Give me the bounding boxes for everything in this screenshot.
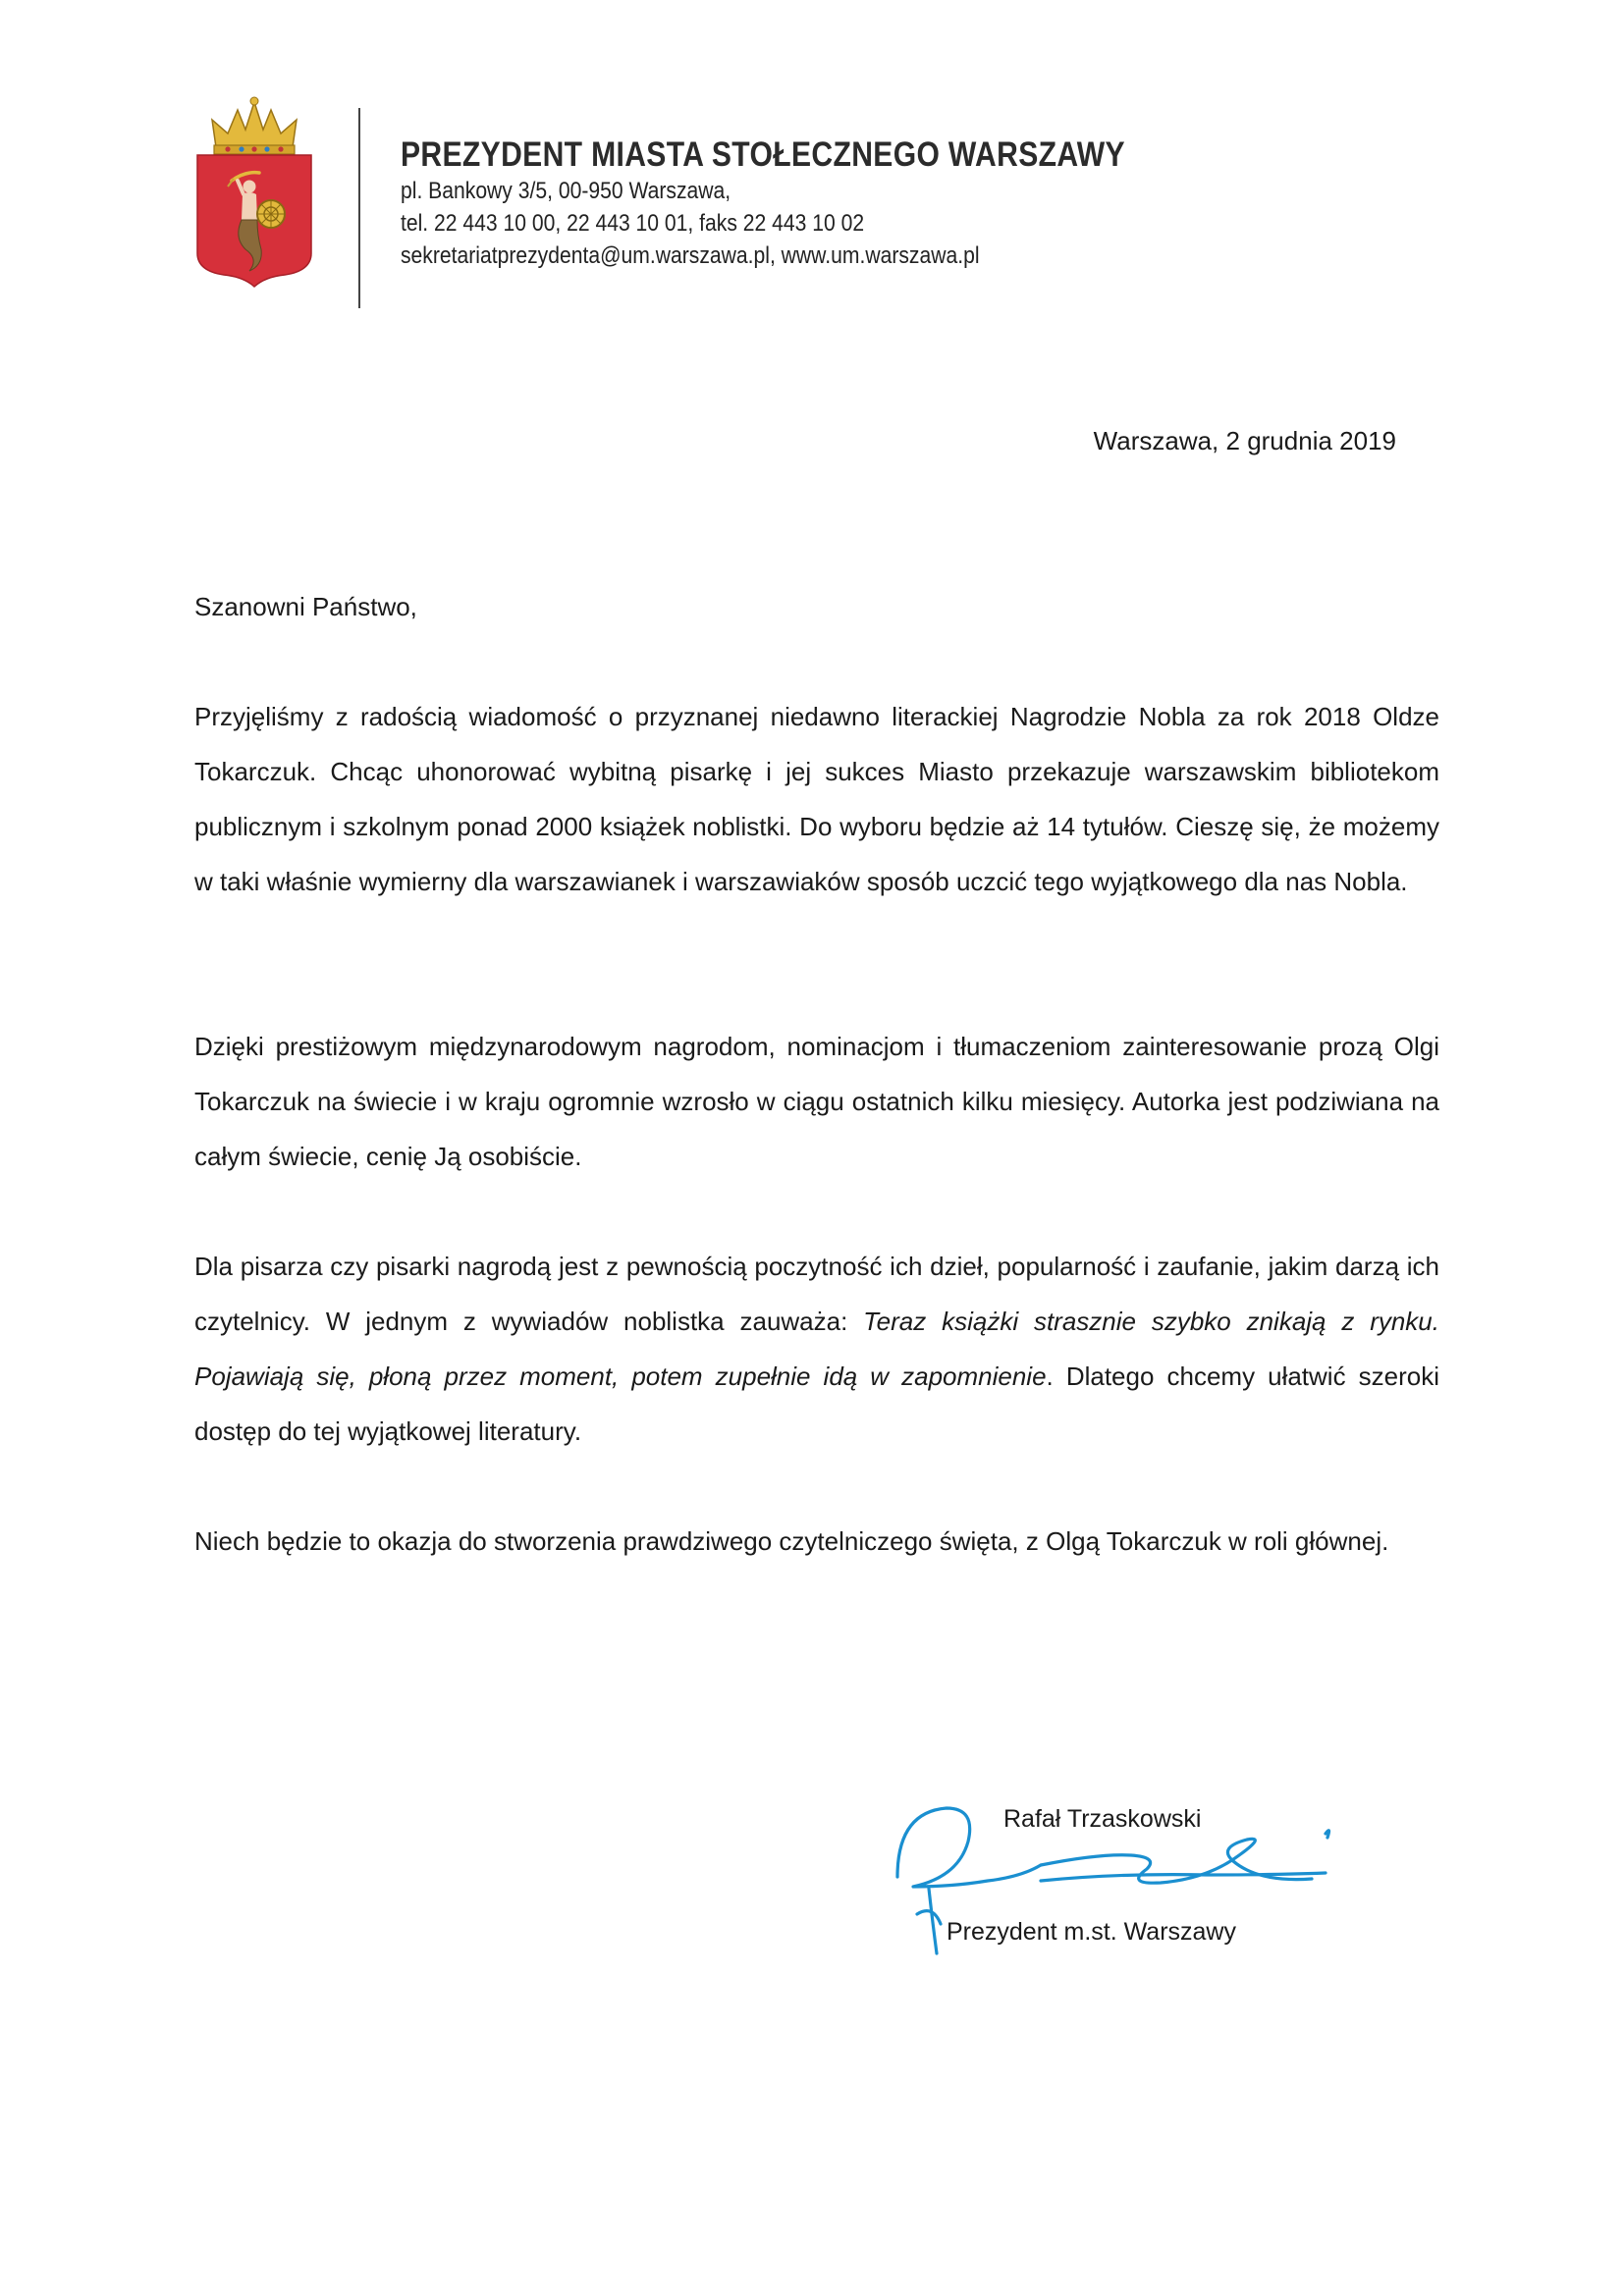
paragraph-3 bbox=[194, 1239, 1439, 1459]
signer-title: Prezydent m.st. Warszawy bbox=[947, 1918, 1236, 1946]
letter-date: Warszawa, 2 grudnia 2019 bbox=[1093, 426, 1396, 455]
letterhead-address: pl. Bankowy 3/5, 00-950 Warszawa, bbox=[401, 178, 731, 204]
paragraph-2: Dzięki prestiżowym międzynarodowym nagrodom, nominacjom i tłumaczeniom zainteresowanie prozą Olgi Tokarczuk na świecie i w kraju ogromnie wzrosło w ciągu ostatnich kilku miesięcy. Autorka jest podziwiana na całym świecie, cenię Ją osobiście. bbox=[194, 1032, 1439, 1171]
paragraph-3-text-end: . Dlatego chcemy ułatwić szeroki dostęp do tej wyjątkowej literatury. bbox=[194, 1362, 1439, 1446]
paragraph-3-text: Dla pisarza czy pisarki nagrodą jest z pewnością poczytność ich dzieł, popularność i zaufanie, jakim darzą ich czytelnicy. W jednym z wywiadów noblistka zauważa: bbox=[194, 1252, 1439, 1336]
signer-name: Rafał Trzaskowski bbox=[1003, 1805, 1202, 1833]
paragraph-4: Niech będzie to okazja do stworzenia prawdziwego czytelniczego święta, z Olgą Tokarczuk w roli głównej. bbox=[194, 1526, 1389, 1556]
paragraph-3-quote: Teraz książki strasznie szybko znikają z rynku. Pojawiają się, płoną przez moment, potem zupełnie idą w zapomnienie bbox=[194, 1307, 1439, 1391]
letterhead-title: PREZYDENT MIASTA STOŁECZNEGO WARSZAWY bbox=[401, 135, 1125, 174]
letterhead-contact: sekretariatprezydenta@um.warszawa.pl, www.um.warszawa.pl bbox=[401, 242, 980, 269]
salutation: Szanowni Państwo, bbox=[194, 592, 417, 621]
letterhead-phone: tel. 22 443 10 00, 22 443 10 01, faks 22 443 10 02 bbox=[401, 210, 865, 237]
warsaw-coat-of-arms-logo bbox=[194, 96, 314, 289]
letterhead bbox=[401, 135, 1243, 272]
paragraph-1: Przyjęliśmy z radością wiadomość o przyznanej niedawno literackiej Nagrodzie Nobla za rok 2018 Oldze Tokarczuk. Chcąc uhonorować wybitną pisarkę i jej sukces Miasto przekazuje warszawskim bibliotekom publicznym i szkolnym ponad 2000 książek noblistki. Do wyboru będzie aż 14 tytułów. Cieszę się, że możemy w taki właśnie wymierny dla warszawianek i warszawiaków sposób uczcić tego wyjątkowego dla nas Nobla. bbox=[194, 702, 1439, 896]
crown-icon bbox=[212, 97, 297, 154]
header-divider bbox=[358, 108, 360, 308]
